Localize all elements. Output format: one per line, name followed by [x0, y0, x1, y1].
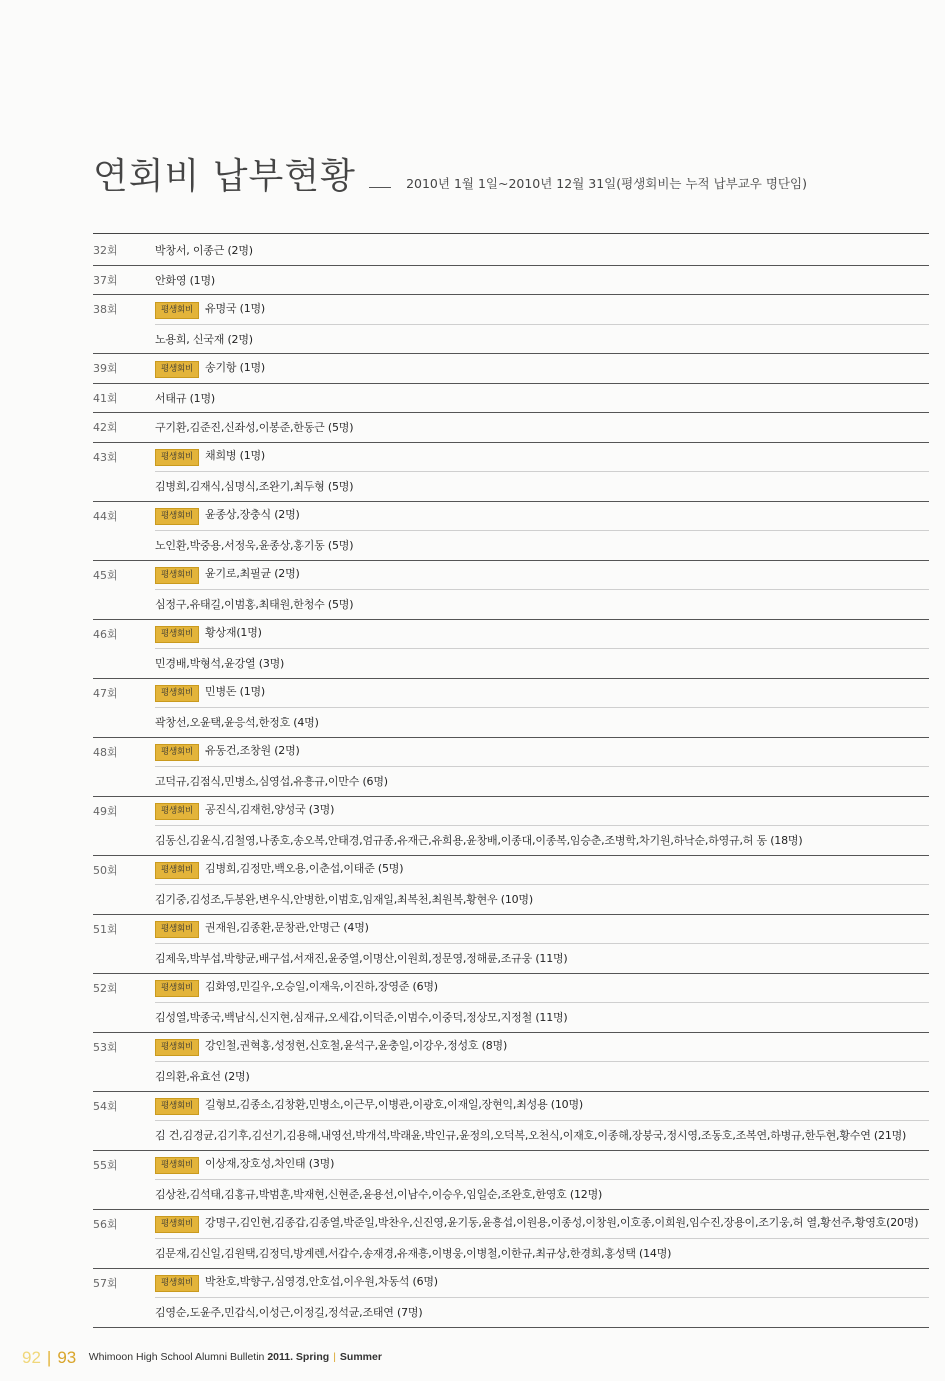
table-row — [93, 974, 929, 1003]
names-text: 길형보,김종소,김창환,민병소,이근무,이병관,이광호,이재일,장현익,최성용 (10명) — [205, 1098, 583, 1112]
class-group — [93, 443, 929, 502]
lifetime-badge: 평생회비 — [155, 803, 199, 820]
names-text: 유동건,조창원 (2명) — [205, 744, 300, 758]
member-names — [155, 1214, 918, 1233]
member-names — [155, 1245, 671, 1261]
lifetime-badge: 평생회비 — [155, 744, 199, 761]
names-text: 박창서, 이종근 (2명) — [155, 244, 253, 258]
member-names — [155, 537, 353, 553]
table-row — [155, 530, 929, 560]
table-row — [155, 1179, 929, 1209]
member-names — [155, 832, 802, 848]
table-row — [155, 1120, 929, 1150]
member-names — [155, 1009, 568, 1025]
class-label: 44회 — [93, 509, 118, 523]
names-text: 고덕규,김점식,민병소,심영섭,유흥규,이만수 (6명) — [155, 775, 388, 789]
names-text: 김동신,김윤식,김철영,나종호,송오복,안태경,엄규종,유재근,유희용,윤창배,이종대,이종복,임승춘,조병학,차기원,하낙순,하영규,허 동 (18명) — [155, 834, 803, 848]
names-text: 이상재,장호성,차인태 (3명) — [205, 1157, 335, 1171]
names-text: 윤종상,장충식 (2명) — [205, 508, 300, 522]
table-row — [155, 766, 929, 796]
lifetime-badge: 평생회비 — [155, 449, 199, 466]
issue-separator: | — [333, 1351, 336, 1363]
names-text: 강명구,김인현,김종갑,김종열,박준일,박찬우,신진영,윤기동,윤흥섭,이원용,이종성,이창원,이호종,이희원,임수진,장용이,조기웅,허 열,황선주,황영호(20명) — [205, 1216, 919, 1230]
table-row — [93, 620, 929, 649]
class-group — [93, 1210, 929, 1269]
member-names — [155, 272, 215, 288]
names-text: 권재원,김종환,문창관,안명근 (4명) — [205, 921, 369, 935]
class-group — [93, 384, 929, 414]
table-row — [93, 443, 929, 472]
member-names — [155, 891, 533, 907]
table-row — [155, 324, 929, 354]
names-text: 서태규 (1명) — [155, 391, 215, 405]
member-names — [155, 714, 319, 730]
lifetime-badge: 평생회비 — [155, 302, 199, 319]
table-row — [93, 1210, 929, 1239]
class-group — [93, 679, 929, 738]
member-names — [155, 419, 353, 435]
class-label: 51회 — [93, 922, 118, 936]
member-names — [155, 1155, 334, 1174]
publication-name: Whimoon High School Alumni Bulletin — [88, 1351, 265, 1363]
class-group — [93, 236, 929, 266]
class-label: 41회 — [93, 391, 118, 405]
class-group — [93, 354, 929, 384]
class-group — [93, 1151, 929, 1210]
names-text: 김제욱,박부섭,박향균,배구섭,서재진,윤중열,이명산,이원희,정문영,정해륜,조규웅 (11명) — [155, 952, 568, 966]
member-names — [155, 950, 568, 966]
table-row — [155, 884, 929, 914]
member-names — [155, 860, 403, 879]
table-row — [155, 1061, 929, 1091]
table-row — [93, 856, 929, 885]
member-names — [155, 1186, 602, 1202]
member-names — [155, 773, 388, 789]
names-text: 박찬호,박향구,심영경,안호섭,이우원,차동석 (6명) — [205, 1275, 438, 1289]
names-text: 김 건,김경균,김기후,김선기,김용해,내영선,박개석,박래윤,박인규,윤정의,오덕복,오천식,이재호,이종해,장붕국,정시영,조동호,조복연,하병규,한두현,황수연 (21명) — [155, 1129, 907, 1143]
names-text: 김화영,민길우,오승일,이재욱,이진하,장영준 (6명) — [205, 980, 438, 994]
table-row — [93, 502, 929, 531]
names-text: 김기중,김성조,두봉완,변우식,안병한,이범호,임재일,최복천,최원복,황현우 (10명) — [155, 893, 533, 907]
class-label: 43회 — [93, 450, 118, 464]
class-group — [93, 502, 929, 561]
class-label: 48회 — [93, 745, 118, 759]
names-text: 민경배,박형석,윤강열 (3명) — [155, 657, 285, 671]
lifetime-badge: 평생회비 — [155, 1098, 199, 1115]
names-text: 공진식,김재헌,양성국 (3명) — [205, 803, 335, 817]
class-group — [93, 295, 929, 354]
names-text: 유명국 (1명) — [205, 301, 266, 315]
member-names — [155, 1096, 583, 1115]
member-names — [155, 1273, 438, 1292]
class-group — [93, 915, 929, 974]
table-row — [155, 943, 929, 973]
table-row — [155, 1297, 929, 1327]
page-divider: | — [46, 1348, 52, 1367]
table-row — [155, 825, 929, 855]
names-text: 김의환,유효선 (2명) — [155, 1070, 250, 1084]
names-text: 곽창선,오윤택,윤응석,한정호 (4명) — [155, 716, 319, 730]
names-text: 윤기로,최필균 (2명) — [205, 567, 300, 581]
names-text: 안화영 (1명) — [155, 273, 215, 287]
member-names — [155, 683, 265, 702]
class-group — [93, 413, 929, 443]
table-row — [93, 384, 929, 413]
lifetime-badge: 평생회비 — [155, 1157, 199, 1174]
names-text: 김상찬,김석태,김홍규,박범훈,박재현,신현준,윤용선,이남수,이승우,임일순,조완호,한영호 (12명) — [155, 1188, 603, 1202]
table-row — [93, 236, 929, 265]
member-names — [155, 390, 215, 406]
class-label: 46회 — [93, 627, 118, 641]
table-row — [93, 266, 929, 295]
member-names — [155, 447, 265, 466]
member-names — [155, 919, 369, 938]
member-names — [155, 624, 262, 643]
class-label: 49회 — [93, 804, 118, 818]
table-row — [155, 471, 929, 501]
names-text: 강인철,권혁홍,성정현,신호철,윤석구,윤충일,이강우,정성호 (8명) — [205, 1039, 508, 1053]
member-names — [155, 596, 353, 612]
class-label: 57회 — [93, 1276, 118, 1290]
member-names — [155, 478, 353, 494]
names-text: 구기환,김준진,신좌성,이봉준,한동근 (5명) — [155, 421, 354, 435]
names-text: 황상재(1명) — [205, 626, 262, 640]
class-label: 56회 — [93, 1217, 118, 1231]
names-text: 김성열,박종국,백남식,신지현,심재규,오세갑,이덕준,이범수,이중덕,정상모,지정철 (11명) — [155, 1011, 568, 1025]
lifetime-badge: 평생회비 — [155, 685, 199, 702]
dues-table — [93, 236, 929, 1328]
member-names — [155, 331, 253, 347]
table-row — [93, 915, 929, 944]
names-text: 노용희, 신국재 (2명) — [155, 332, 253, 346]
lifetime-badge: 평생회비 — [155, 1275, 199, 1292]
class-label: 52회 — [93, 981, 118, 995]
names-text: 김문재,김신일,김원택,김정덕,방계렌,서갑수,송재경,유재흥,이병웅,이병철,이한규,최규상,한경희,홍성택 (14명) — [155, 1247, 672, 1261]
lifetime-badge: 평생회비 — [155, 567, 199, 584]
class-label: 50회 — [93, 863, 118, 877]
member-names — [155, 1127, 906, 1143]
table-row — [93, 413, 929, 442]
class-label: 55회 — [93, 1158, 118, 1172]
class-group — [93, 1033, 929, 1092]
table-row — [155, 1002, 929, 1032]
class-group — [93, 797, 929, 856]
member-names — [155, 359, 265, 378]
table-row — [155, 589, 929, 619]
class-label: 54회 — [93, 1099, 118, 1113]
class-label: 32회 — [93, 244, 118, 258]
class-label: 53회 — [93, 1040, 118, 1054]
class-group — [93, 974, 929, 1033]
member-names — [155, 565, 300, 584]
names-text: 채희병 (1명) — [205, 449, 266, 463]
class-group — [93, 620, 929, 679]
page-footer — [22, 1348, 382, 1368]
table-row — [93, 561, 929, 590]
table-row — [93, 738, 929, 767]
title-dash — [369, 187, 391, 188]
member-names — [155, 801, 334, 820]
lifetime-badge: 평생회비 — [155, 626, 199, 643]
top-rule — [93, 233, 929, 234]
table-row — [155, 648, 929, 678]
table-row — [93, 1033, 929, 1062]
table-row — [93, 1151, 929, 1180]
table-row — [93, 679, 929, 708]
names-text: 김영순,도윤주,민갑식,이성근,이정길,정석균,조태연 (7명) — [155, 1306, 423, 1320]
issue-season: Summer — [339, 1351, 382, 1363]
class-label: 38회 — [93, 303, 118, 317]
page-number-right: 93 — [57, 1348, 77, 1367]
lifetime-badge: 평생회비 — [155, 1216, 199, 1233]
page-title: 연회비 납부현황 — [93, 156, 356, 197]
lifetime-badge: 평생회비 — [155, 862, 199, 879]
page-subtitle: 2010년 1월 1일~2010년 12월 31일(평생회비는 누적 납부교우 명단임) — [406, 176, 807, 191]
names-text: 노인환,박중용,서정욱,윤종상,홍기동 (5명) — [155, 539, 354, 553]
member-names — [155, 655, 284, 671]
names-text: 민병돈 (1명) — [205, 685, 266, 699]
class-group — [93, 1092, 929, 1151]
member-names — [155, 1037, 507, 1056]
table-row — [93, 1269, 929, 1298]
names-text: 송기항 (1명) — [205, 360, 266, 374]
lifetime-badge: 평생회비 — [155, 1039, 199, 1056]
table-row — [93, 797, 929, 826]
page-header — [93, 148, 933, 199]
class-label: 39회 — [93, 362, 118, 376]
lifetime-badge: 평생회비 — [155, 361, 199, 378]
lifetime-badge: 평생회비 — [155, 980, 199, 997]
table-row — [155, 1238, 929, 1268]
class-group — [93, 856, 929, 915]
table-row — [93, 295, 929, 324]
table-row — [93, 354, 929, 383]
member-names — [155, 300, 265, 319]
class-label: 45회 — [93, 568, 118, 582]
names-text: 심정구,유태길,이범홍,최태원,한청수 (5명) — [155, 598, 354, 612]
class-group — [93, 1269, 929, 1328]
member-names — [155, 506, 300, 525]
member-names — [155, 1304, 422, 1320]
class-label: 42회 — [93, 421, 118, 435]
names-text: 김병희,김재식,심명식,조완기,최두형 (5명) — [155, 480, 354, 494]
class-label: 47회 — [93, 686, 118, 700]
member-names — [155, 242, 253, 258]
issue-label: 2011. Spring — [267, 1351, 330, 1363]
names-text: 김병희,김정만,백오용,이춘섭,이태준 (5명) — [205, 862, 404, 876]
lifetime-badge: 평생회비 — [155, 508, 199, 525]
member-names — [155, 1068, 250, 1084]
member-names — [155, 742, 300, 761]
class-group — [93, 266, 929, 296]
class-group — [93, 738, 929, 797]
class-group — [93, 561, 929, 620]
page-number-left: 92 — [22, 1348, 41, 1367]
table-row — [93, 1092, 929, 1121]
member-names — [155, 978, 438, 997]
table-row — [155, 707, 929, 737]
class-label: 37회 — [93, 273, 118, 287]
lifetime-badge: 평생회비 — [155, 921, 199, 938]
publication-line — [89, 1351, 382, 1363]
